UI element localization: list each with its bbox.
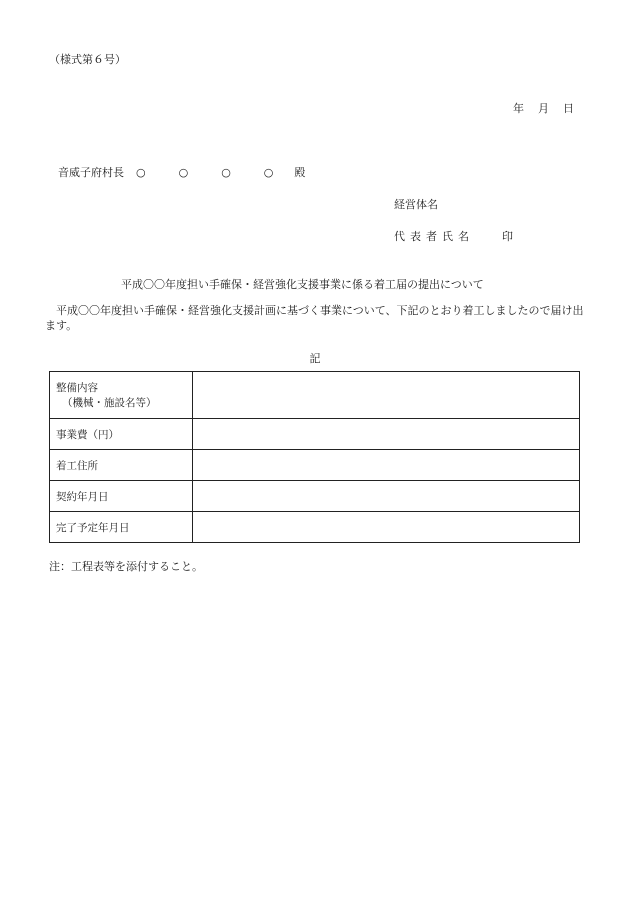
document-title: 平成〇〇年度担い手確保・経営強化支援事業に係る着工届の提出について — [121, 278, 484, 291]
table-row — [50, 481, 580, 512]
table-value-cell — [193, 419, 580, 450]
row-label: 事業費（円） — [50, 419, 193, 450]
row-label: 着工住所 — [50, 450, 193, 481]
addressee — [58, 164, 305, 180]
operator-name-label: 経営体名 — [394, 198, 438, 211]
footnote: 注：工程表等を添付すること。 — [49, 560, 203, 573]
table-row — [50, 512, 580, 543]
table-value-cell — [193, 512, 580, 543]
table-label-cell — [50, 372, 193, 419]
table-value-cell — [193, 372, 580, 419]
row-label: 完了予定年月日 — [50, 512, 193, 543]
row-label: 整備内容 — [56, 382, 98, 394]
date-line — [513, 100, 574, 116]
table-row — [50, 450, 580, 481]
representative-label: 代表者氏名 — [394, 230, 474, 243]
date-month-label: 月 — [538, 102, 549, 115]
addressee-title: 音威子府村長 — [58, 166, 124, 179]
representative-line — [394, 228, 513, 244]
detail-table — [49, 371, 580, 543]
row-sub-label: （機械・施設名等） — [62, 397, 157, 409]
ki-label: 記 — [309, 352, 321, 365]
addressee-honorific: 殿 — [294, 166, 306, 179]
date-day-label: 日 — [563, 102, 574, 115]
table-value-cell — [193, 450, 580, 481]
date-year-label: 年 — [513, 102, 524, 115]
row-label: 契約年月日 — [50, 481, 193, 512]
form-number: （様式第６号） — [49, 53, 126, 66]
addressee-name-placeholder: ○ ○ ○ ○ — [136, 166, 285, 179]
table-row — [50, 372, 580, 419]
table-row — [50, 419, 580, 450]
table-value-cell — [193, 481, 580, 512]
seal-mark: 印 — [502, 230, 513, 243]
body-text: 平成〇〇年度担い手確保・経営強化支援計画に基づく事業について、下記のとおり着工しましたので届け出ます。 — [45, 304, 584, 332]
